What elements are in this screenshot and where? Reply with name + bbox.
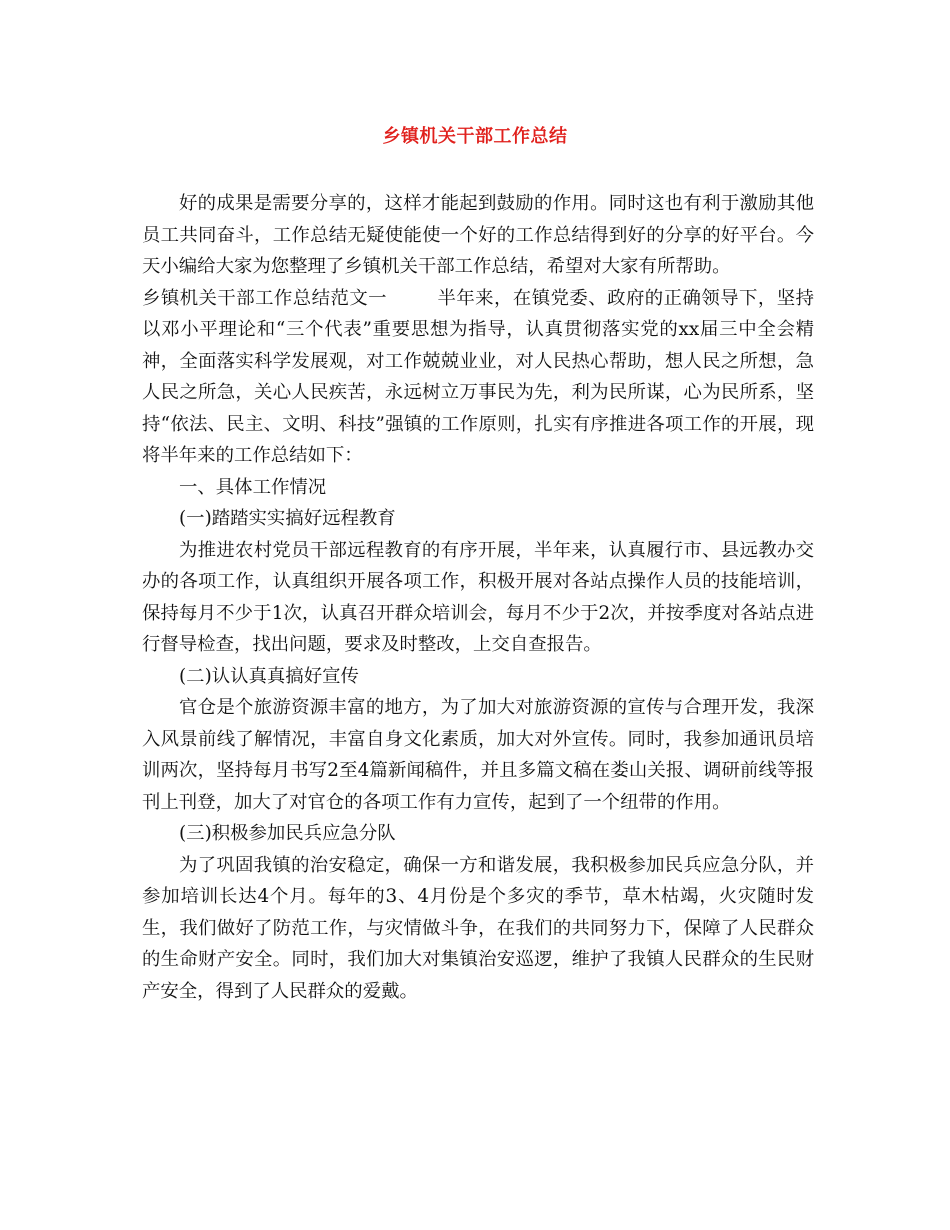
subsection-paragraph-2: 官仓是个旅游资源丰富的地方，为了加大对旅游资源的宣传与合理开发，我深入风景前线了解情况，丰富自身文化素质，加大对外宣传。同时，我参加通讯员培训两次，坚持每月书写2至4篇新闻稿件，并且多篇文稿在娄山关报、调研前线等报刊上刊登，加大了对官仓的各项工作有力宣传，起到了一个纽带的作用。 [142, 697, 814, 813]
subsection-paragraph-1: 为推进农村党员干部远程教育的有序开展，半年来，认真履行市、县远教办交办的各项工作，认真组织开展各项工作，积极开展对各站点操作人员的技能培训，保持每月不少于1次，认真召开群众培训会，每月不少于2次，并按季度对各站点进行督导检查，找出问题，要求及时整改，上交自查报告。 [142, 539, 814, 655]
sample-opening-text: 半年来，在镇党委、政府的正确领导下，坚持以邓小平理论和“三个代表”重要思想为指导，认真贯彻落实党的xx届三中全会精神，全面落实科学发展观，对工作兢兢业业，对人民热心帮助，想人民之所想，急人民之所急，关心人民疾苦，永远树立万事民为先，利为民所谋，心为民所系，坚持“依法、民主、文明、科技”强镇的工作原则，扎实有序推进各项工作的开展，现将半年来的工作总结如下： [142, 287, 814, 466]
section-heading: 一、具体工作情况 [179, 476, 327, 498]
document-title: 乡镇机关干部工作总结 [382, 126, 568, 147]
document-body [142, 188, 814, 1007]
subsection-paragraph-3: 为了巩固我镇的治安稳定，确保一方和谐发展，我积极参加民兵应急分队，并参加培训长达4个月。每年的3、4月份是个多灾的季节，草木枯竭，火灾随时发生，我们做好了防范工作，与灾情做斗争，在我们的共同努力下，保障了人民群众的生命财产安全。同时，我们加大对集镇治安巡逻，维护了我镇人民群众的生民财产安全，得到了人民群众的爱戴。 [142, 854, 814, 1002]
intro-paragraph: 好的成果是需要分享的，这样才能起到鼓励的作用。同时这也有利于激励其他员工共同奋斗，工作总结无疑使能使一个好的工作总结得到好的分享的好平台。今天小编给大家为您整理了乡镇机关干部工作总结，希望对大家有所帮助。 [142, 193, 814, 277]
sample-paragraph [142, 283, 814, 472]
subsection-heading-1: (一)踏踏实实搞好远程教育 [179, 508, 396, 529]
subsection-heading-2: (二)认认真真搞好宣传 [179, 665, 359, 687]
subsection-heading-3: (三)积极参加民兵应急分队 [179, 823, 396, 844]
sample-label: 乡镇机关干部工作总结范文一 [142, 287, 388, 309]
